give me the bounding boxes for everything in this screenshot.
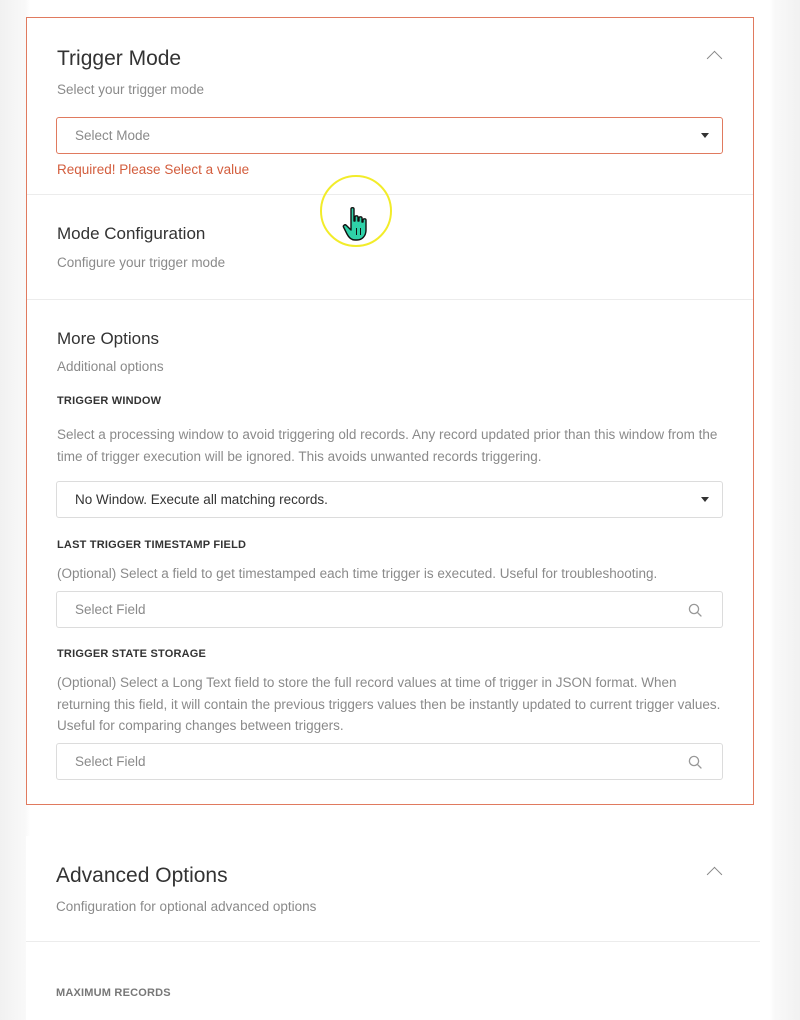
collapse-chevron-up-icon[interactable] — [707, 51, 723, 67]
last-trigger-timestamp-placeholder: Select Field — [75, 602, 146, 617]
trigger-window-description: Select a processing window to avoid triggering old records. Any record updated prior than this window from the time of trigger execution will be ignored. This avoids unwanted records triggering. — [57, 427, 718, 464]
trigger-window-select-value: No Window. Execute all matching records. — [75, 492, 328, 507]
trigger-settings-card — [26, 17, 754, 805]
mode-configuration-subtitle: Configure your trigger mode — [57, 255, 226, 270]
advanced-options-subtitle: Configuration for optional advanced options — [56, 899, 317, 914]
trigger-mode-select-placeholder: Select Mode — [75, 128, 151, 143]
caret-down-icon — [701, 497, 709, 502]
trigger-state-storage-field-select[interactable] — [56, 743, 723, 780]
more-options-section — [27, 300, 753, 800]
divider — [26, 941, 760, 942]
trigger-state-storage-placeholder: Select Field — [75, 754, 146, 769]
advanced-options-card — [26, 836, 760, 1020]
mode-configuration-title: Mode Configuration — [57, 224, 206, 243]
advanced-options-title: Advanced Options — [56, 864, 228, 887]
more-options-subtitle: Additional options — [57, 359, 164, 374]
last-trigger-timestamp-label: LAST TRIGGER TIMESTAMP FIELD — [57, 539, 247, 551]
last-trigger-timestamp-field-select[interactable] — [56, 591, 723, 628]
last-trigger-timestamp-description: (Optional) Select a field to get timestamped each time trigger is executed. Useful for troubleshooting. — [57, 566, 658, 581]
trigger-window-select[interactable] — [56, 481, 723, 518]
collapse-chevron-up-icon[interactable] — [707, 867, 723, 883]
search-icon — [688, 755, 702, 769]
hand-cursor-icon — [342, 206, 372, 242]
trigger-state-storage-label: TRIGGER STATE STORAGE — [57, 648, 207, 660]
caret-down-icon — [701, 133, 709, 138]
trigger-mode-title: Trigger Mode — [57, 47, 182, 70]
trigger-mode-error: Required! Please Select a value — [57, 162, 250, 177]
trigger-mode-select[interactable] — [56, 117, 723, 154]
maximum-records-label: MAXIMUM RECORDS — [56, 987, 171, 999]
trigger-mode-section — [27, 18, 753, 194]
trigger-window-label: TRIGGER WINDOW — [57, 395, 162, 407]
search-icon — [688, 603, 702, 617]
more-options-title: More Options — [57, 329, 160, 348]
trigger-mode-subtitle: Select your trigger mode — [57, 82, 205, 97]
trigger-state-storage-description: (Optional) Select a Long Text field to store the full record values at time of trigger in JSON format. When returning this field, it will contain the previous triggers values then be instantly updated to current trigger values. Useful for comparing changes between triggers. — [57, 675, 721, 733]
